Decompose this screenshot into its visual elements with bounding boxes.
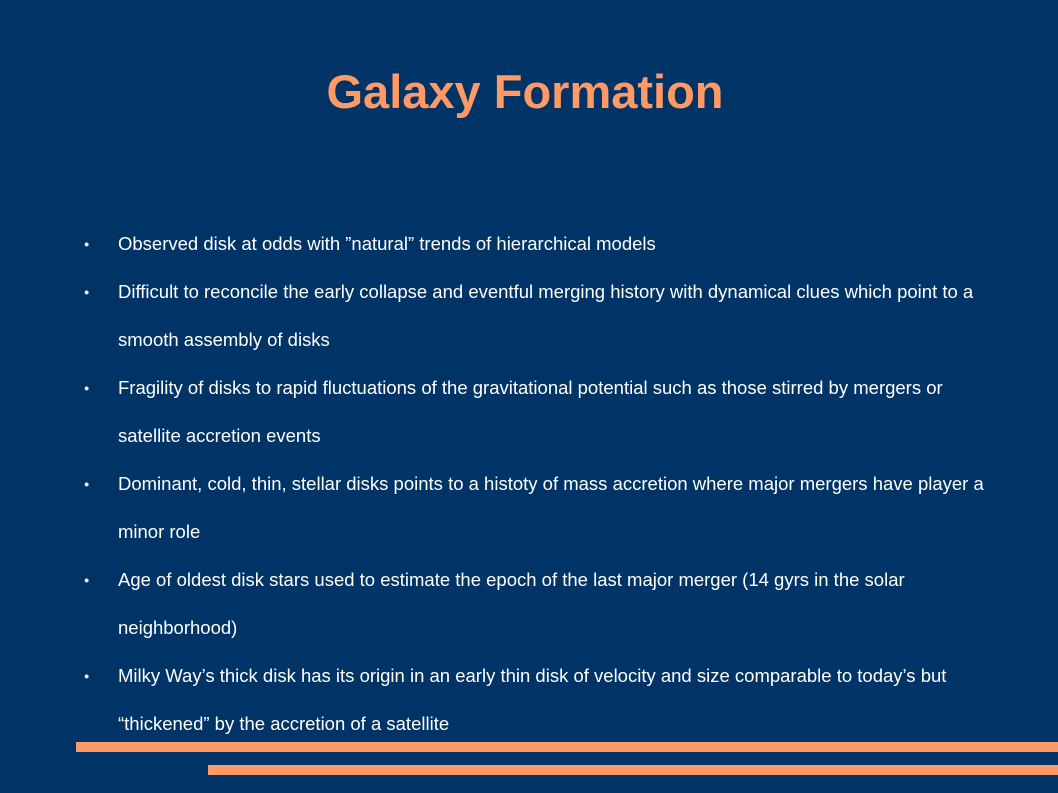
bullet-list [84,220,984,748]
bullet-icon: ● [84,383,90,393]
bullet-text: Age of oldest disk stars used to estimate the epoch of the last major merger (14 gyrs in the solar neighborhood) [118,569,905,638]
bullet-text: Difficult to reconcile the early collapse and eventful merging history with dynamical clues which point to a smooth assembly of disks [118,281,974,350]
bullet-item [84,220,984,268]
bullet-text: Dominant, cold, thin, stellar disks points to a histoty of mass accretion where major mergers have player a minor role [118,473,984,542]
bullet-text: Milky Way’s thick disk has its origin in an early thin disk of velocity and size comparable to today’s but “thickened” by the accretion of a satellite [118,665,947,734]
bullet-item [84,652,984,748]
bullet-item [84,460,984,556]
bullet-icon: ● [84,239,90,249]
accent-bar-short [208,765,1058,775]
bullet-icon: ● [84,671,90,681]
bullet-item [84,556,984,652]
bullet-icon: ● [84,287,90,297]
bullet-item [84,364,984,460]
bullet-icon: ● [84,479,90,489]
bullet-text: Observed disk at odds with ”natural” trends of hierarchical models [118,233,656,254]
accent-bar-long [76,742,1058,752]
slide-title: Galaxy Formation [326,65,724,118]
bullet-item [84,268,984,364]
bullet-icon: ● [84,575,90,585]
bullet-text: Fragility of disks to rapid fluctuations of the gravitational potential such as those stirred by mergers or satellite accretion events [118,377,943,446]
